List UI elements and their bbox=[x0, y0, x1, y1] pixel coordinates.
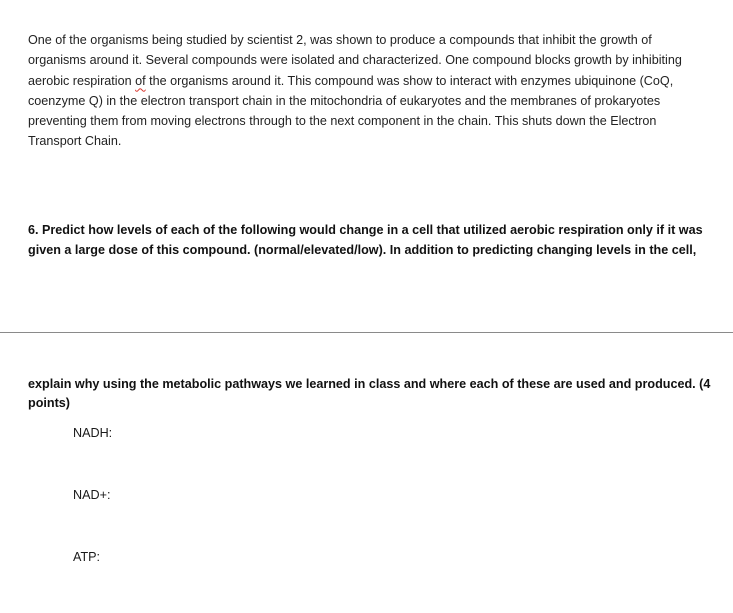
question-line: explain why using the metabolic pathways we learned in class and where each of these are used and produced. (4 bbox=[28, 377, 711, 391]
passage-text: aerobic respiration bbox=[28, 73, 136, 88]
passage-line: preventing them from moving electrons through to the next component in the chain. This shuts down the Electron bbox=[28, 114, 657, 129]
passage-paragraph bbox=[28, 30, 698, 152]
question-prompt-top bbox=[28, 220, 703, 260]
question-prompt-bottom bbox=[28, 375, 711, 413]
question-line: 6. Predict how levels of each of the following would change in a cell that utilized aerobic respiration only if it was bbox=[28, 223, 703, 237]
passage-line: One of the organisms being studied by scientist 2, was shown to produce a compounds that inhibit the growth of bbox=[28, 33, 652, 47]
passage-line: organisms around it. Several compounds were isolated and characterized. One compound blocks growth by inhibiting bbox=[28, 53, 682, 68]
passage-line: Transport Chain. bbox=[28, 134, 122, 149]
passage-line: coenzyme Q) in the electron transport chain in the mitochondria of eukaryotes and the membranes of prokaryotes bbox=[28, 93, 661, 108]
atp-label: ATP: bbox=[73, 550, 101, 564]
spelling-flagged-word[interactable]: of bbox=[135, 73, 146, 88]
page-break-divider bbox=[0, 332, 733, 333]
passage-text: the organisms around it. This compound was show to interact with enzymes ubiquinone (CoQ, bbox=[145, 73, 674, 88]
nadh-label: NADH: bbox=[73, 426, 113, 440]
question-line: points) bbox=[28, 396, 70, 410]
question-line: given a large dose of this compound. (normal/elevated/low). In addition to predicting changing levels in the cell, bbox=[28, 243, 697, 257]
nad-plus-label: NAD+: bbox=[73, 488, 111, 502]
passage-line bbox=[28, 71, 698, 91]
